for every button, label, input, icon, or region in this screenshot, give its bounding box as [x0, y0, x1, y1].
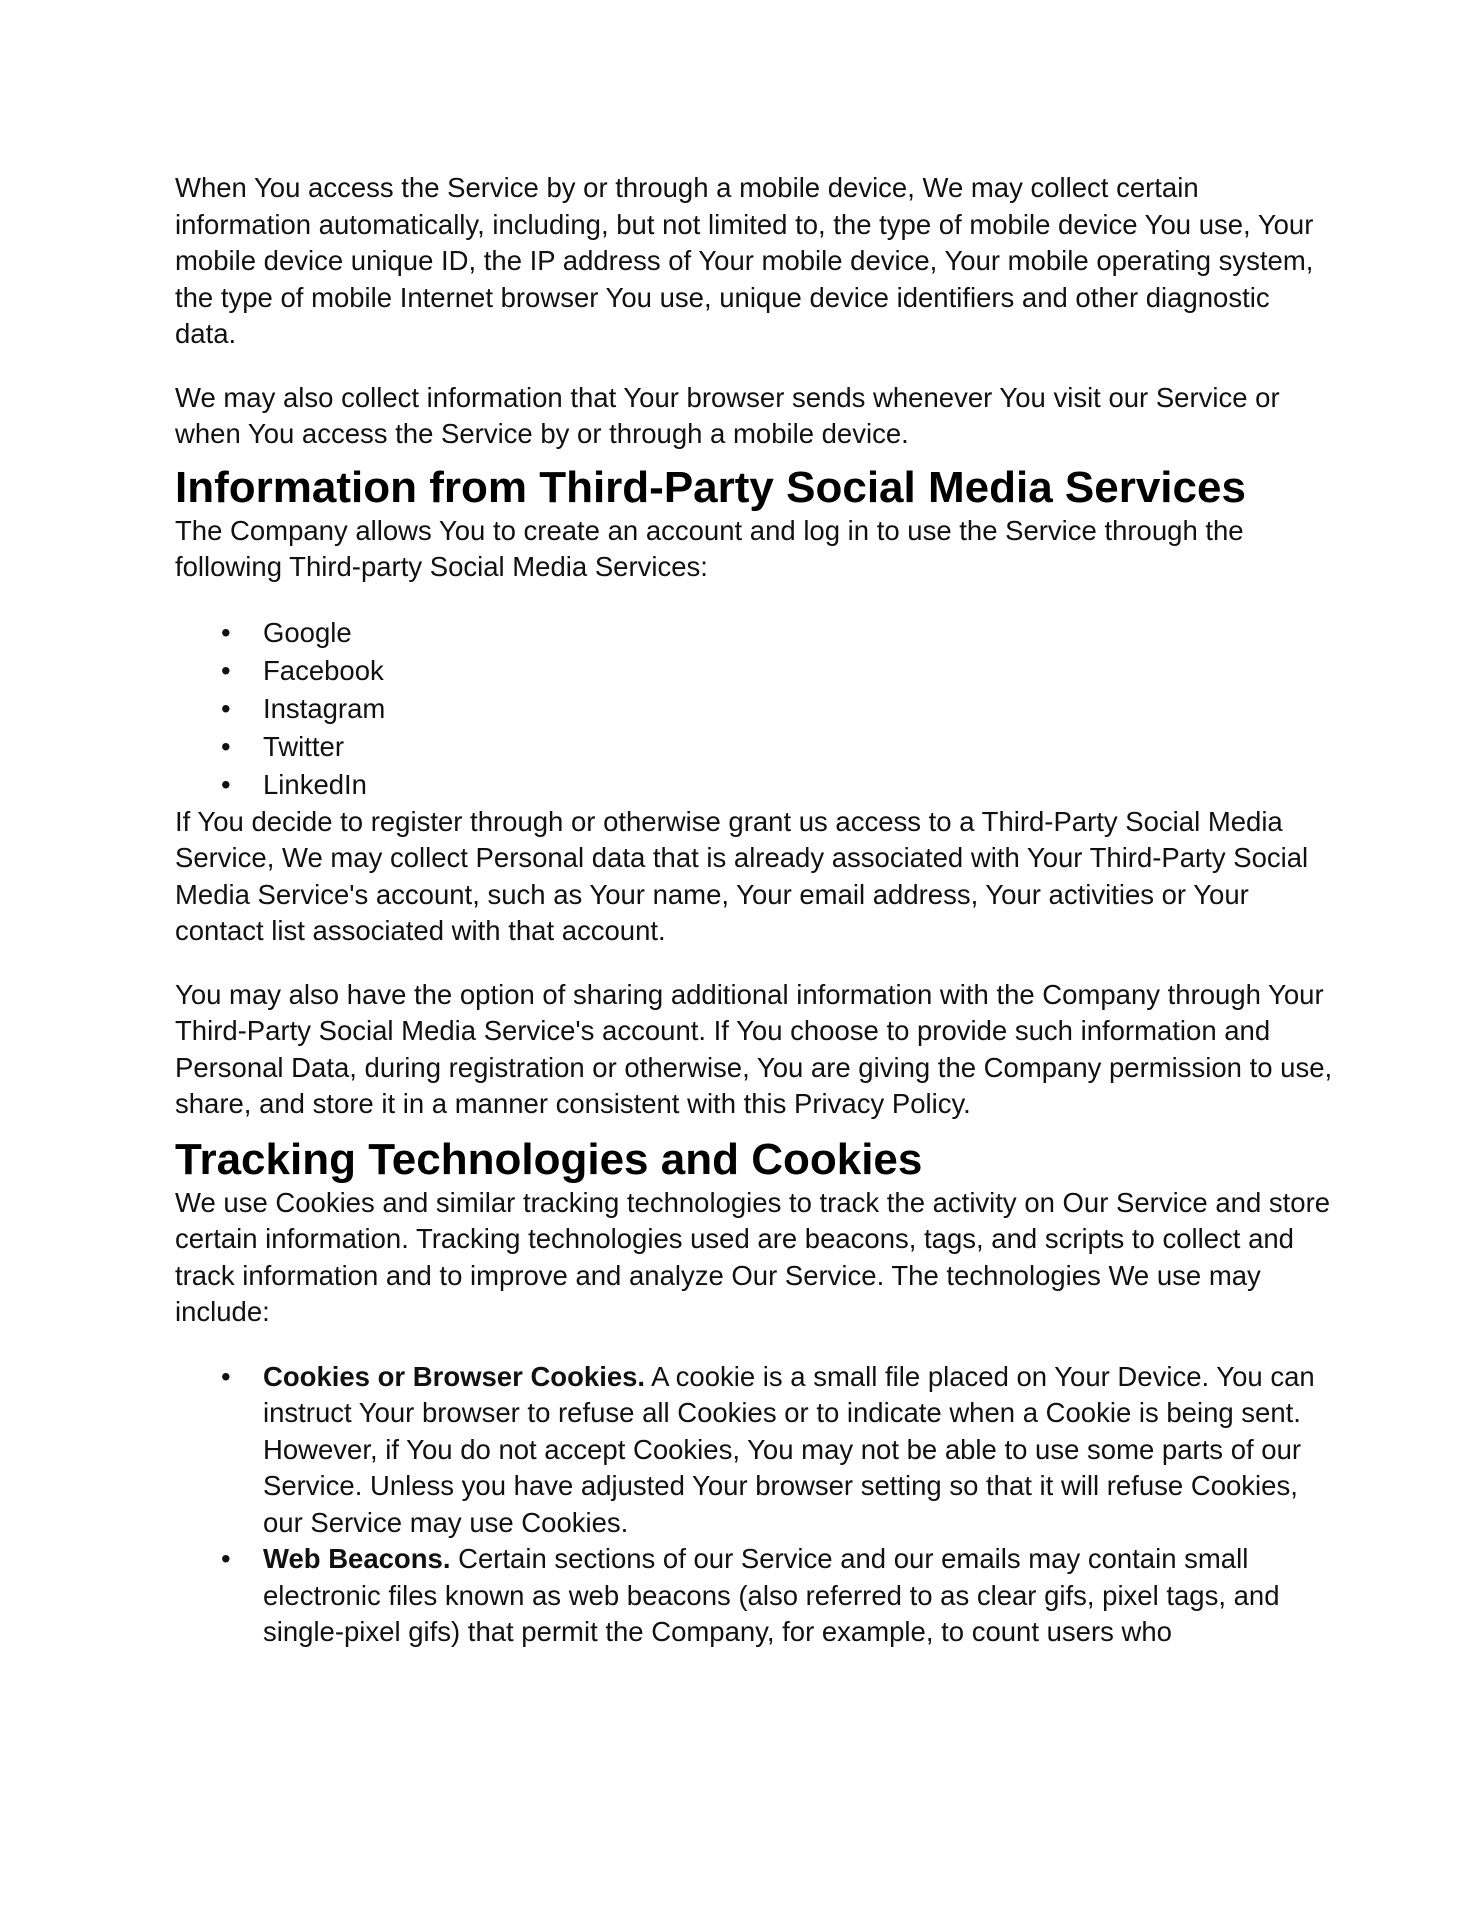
list-item-text: Instagram [263, 692, 386, 724]
social-services-list [175, 614, 1335, 804]
list-item-text: Google [263, 616, 352, 648]
list-item [175, 728, 1335, 766]
bullet-icon: • [221, 1360, 231, 1392]
social-media-heading: Information from Third-Party Social Media Services [175, 462, 1246, 512]
tracking-heading: Tracking Technologies and Cookies [175, 1134, 923, 1184]
tracking-technologies-list [175, 1359, 1335, 1651]
bullet-icon: • [221, 616, 231, 648]
list-item [175, 1359, 1335, 1542]
mobile-device-paragraph: When You access the Service by or through a mobile device, We may collect certain information automatically, including, but not limited to, the type of mobile device You use, Your mobile device unique ID, the IP address of Your mobile device, Your mobile operating system, the type of mobile Internet browser You use, unique device identifiers and other diagnostic data. [175, 172, 1314, 349]
list-item-text: A cookie is a small file placed on Your Device. You can instruct Your browser to refuse all Cookies or to indicate when a Cookie is being sent. However, if You do not accept Cookies, You may not be able to use some parts of our Service. Unless you have adjusted Your browser setting so that it will refuse Cookies, our Service may use Cookies. [263, 1360, 1315, 1538]
list-item-text: Twitter [263, 730, 344, 762]
list-item [175, 614, 1335, 652]
browser-sends-paragraph: We may also collect information that Your browser sends whenever You visit our Service or when You access the Service by or through a mobile device. [175, 381, 1280, 449]
register-paragraph: If You decide to register through or otherwise grant us access to a Third-Party Social Media Service, We may collect Personal data that is already associated with Your Third-Party Social Media Service's account, such as Your name, Your email address, Your activities or Your contact list associated with that account. [175, 805, 1309, 946]
bullet-icon: • [221, 654, 231, 686]
document-page [175, 170, 1335, 1651]
list-item-term: Cookies or Browser Cookies. [263, 1360, 646, 1392]
list-item-text: LinkedIn [263, 768, 367, 800]
bullet-icon: • [221, 768, 231, 800]
list-item [175, 766, 1335, 804]
list-item [175, 690, 1335, 728]
bullet-icon: • [221, 730, 231, 762]
bullet-icon: • [221, 692, 231, 724]
list-item [175, 652, 1335, 690]
list-item-term: Web Beacons. [263, 1543, 451, 1574]
sharing-paragraph: You may also have the option of sharing additional information with the Company through Your Third-Party Social Media Service's account. If You choose to provide such information and Personal Data, during registration or otherwise, You are giving the Company permission to use, share, and store it in a manner consistent with this Privacy Policy. [175, 978, 1333, 1119]
bullet-icon: • [221, 1543, 231, 1574]
tracking-intro-paragraph: We use Cookies and similar tracking technologies to track the activity on Our Service and store certain information. Tracking technologies used are beacons, tags, and scripts to collect and track information and to improve and analyze Our Service. The technologies We use may include: [175, 1186, 1331, 1327]
social-intro-paragraph: The Company allows You to create an account and log in to use the Service through the following Third-party Social Media Services: [175, 514, 1244, 582]
list-item-text: Certain sections of our Service and our emails may contain small electronic files known as web beacons (also referred to as clear gifs, pixel tags, and single-pixel gifs) that permit the Company, for example, to count users who [263, 1543, 1280, 1647]
list-item [175, 1541, 1335, 1651]
list-item-text: Facebook [263, 654, 384, 686]
